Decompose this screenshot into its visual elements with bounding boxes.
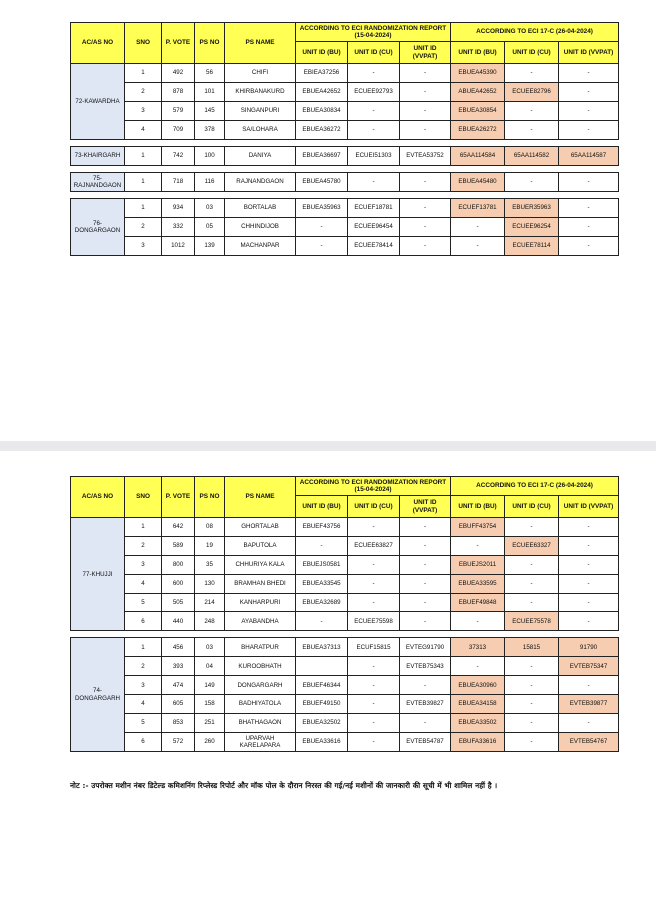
- cu2-cell: ECUEE82796: [505, 83, 559, 102]
- bu2-cell: EBUEA34158: [451, 695, 505, 714]
- cu-cell: -: [348, 676, 400, 695]
- psname-cell: UPARVAH KARELAPARA: [225, 732, 296, 751]
- col-cu2-header: UNIT ID (CU): [505, 496, 559, 518]
- psno-cell: 56: [195, 64, 225, 83]
- psno-cell: 214: [195, 593, 225, 612]
- bu-cell: EBUEA36697: [296, 147, 348, 166]
- vvpat-cell: -: [400, 218, 451, 237]
- bu2-cell: -: [451, 218, 505, 237]
- bu-cell: -: [296, 237, 348, 256]
- psname-cell: BHARATPUR: [225, 638, 296, 657]
- pvote-cell: 332: [162, 218, 195, 237]
- table-row: [71, 147, 619, 166]
- psname-cell: RAJNANDGAON: [225, 173, 296, 192]
- bu-cell: EBUEA30834: [296, 102, 348, 121]
- bu-cell: EBUEF43756: [296, 518, 348, 537]
- vvpat2-cell: -: [559, 676, 619, 695]
- sno-cell: 4: [125, 574, 162, 593]
- cu-cell: ECUEE92793: [348, 83, 400, 102]
- randomization-group-header: ACCORDING TO ECI RANDOMIZATION REPORT (15-04-2024): [296, 477, 451, 496]
- psname-cell: SA/LOHARA: [225, 121, 296, 140]
- vvpat2-cell: -: [559, 173, 619, 192]
- bu-cell: EBUEA32502: [296, 713, 348, 732]
- psno-cell: 378: [195, 121, 225, 140]
- col-psname-header: PS NAME: [225, 477, 296, 518]
- group-spacer-cell: [71, 166, 619, 173]
- pvote-cell: 934: [162, 199, 195, 218]
- table-row: [71, 218, 619, 237]
- cu2-cell: ECUEE96254: [505, 218, 559, 237]
- sno-cell: 3: [125, 102, 162, 121]
- ac-cell: 75-RAJNANDGAON: [71, 173, 125, 192]
- vvpat-cell: -: [400, 713, 451, 732]
- bu-cell: EBUEF49150: [296, 695, 348, 714]
- sno-cell: 3: [125, 676, 162, 695]
- vvpat2-cell: -: [559, 555, 619, 574]
- psname-cell: DONGARGARH: [225, 676, 296, 695]
- pvote-cell: 589: [162, 536, 195, 555]
- col-pvote-header: P. VOTE: [162, 477, 195, 518]
- bu2-cell: ECUEF13781: [451, 199, 505, 218]
- cu2-cell: -: [505, 518, 559, 537]
- vvpat2-cell: -: [559, 713, 619, 732]
- col-bu-header: UNIT ID (BU): [296, 496, 348, 518]
- vvpat-cell: -: [400, 593, 451, 612]
- col-ac-header: AC/AS NO: [71, 23, 125, 64]
- table-row: [71, 518, 619, 537]
- bu2-cell: 37313: [451, 638, 505, 657]
- psname-cell: GHORTALAB: [225, 518, 296, 537]
- psno-cell: 251: [195, 713, 225, 732]
- bu-cell: [296, 657, 348, 676]
- sno-cell: 1: [125, 638, 162, 657]
- vvpat-cell: -: [400, 173, 451, 192]
- cu-cell: ECUEF18781: [348, 199, 400, 218]
- psno-cell: 08: [195, 518, 225, 537]
- cu-cell: ECUEE96454: [348, 218, 400, 237]
- table-row: [71, 199, 619, 218]
- vvpat2-cell: -: [559, 237, 619, 256]
- document-page-1: [0, 0, 656, 441]
- vvpat2-cell: 91790: [559, 638, 619, 657]
- table-body: [71, 518, 619, 752]
- pvote-cell: 505: [162, 593, 195, 612]
- vvpat-cell: -: [400, 64, 451, 83]
- vvpat2-cell: 65AA114587: [559, 147, 619, 166]
- psno-cell: 19: [195, 536, 225, 555]
- col-cu2-header: UNIT ID (CU): [505, 42, 559, 64]
- bu2-cell: EBUEA33502: [451, 713, 505, 732]
- cu2-cell: -: [505, 555, 559, 574]
- table-row: [71, 638, 619, 657]
- pvote-cell: 718: [162, 173, 195, 192]
- psname-cell: CHIFI: [225, 64, 296, 83]
- vvpat2-cell: -: [559, 83, 619, 102]
- table-row: [71, 64, 619, 83]
- bu2-cell: EBUFF43754: [451, 518, 505, 537]
- sno-cell: 2: [125, 657, 162, 676]
- ac-cell: 72-KAWARDHA: [71, 64, 125, 140]
- cu2-cell: -: [505, 574, 559, 593]
- ac-cell: 73-KHAIRGARH: [71, 147, 125, 166]
- vvpat2-cell: EVTEB54767: [559, 732, 619, 751]
- eci-table-page-1: [70, 22, 619, 256]
- pvote-cell: 492: [162, 64, 195, 83]
- bu2-cell: -: [451, 612, 505, 631]
- pvote-cell: 605: [162, 695, 195, 714]
- cu-cell: -: [348, 574, 400, 593]
- psname-cell: SINGANPURI: [225, 102, 296, 121]
- psno-cell: 05: [195, 218, 225, 237]
- psno-cell: 158: [195, 695, 225, 714]
- psname-cell: BORTALAB: [225, 199, 296, 218]
- vvpat2-cell: -: [559, 612, 619, 631]
- col-psno-header: PS NO: [195, 477, 225, 518]
- col-bu2-header: UNIT ID (BU): [451, 496, 505, 518]
- pvote-cell: 474: [162, 676, 195, 695]
- psname-cell: KANHARPURI: [225, 593, 296, 612]
- vvpat2-cell: -: [559, 536, 619, 555]
- table-row: [71, 695, 619, 714]
- group-spacer: [71, 192, 619, 199]
- pvote-cell: 572: [162, 732, 195, 751]
- table-row: [71, 536, 619, 555]
- cu-cell: -: [348, 121, 400, 140]
- psname-cell: KUROOBHATH: [225, 657, 296, 676]
- sno-cell: 2: [125, 83, 162, 102]
- bu-cell: EBUEA33616: [296, 732, 348, 751]
- cu2-cell: ECUEE78114: [505, 237, 559, 256]
- bu2-cell: EBUFA33616: [451, 732, 505, 751]
- cu2-cell: -: [505, 732, 559, 751]
- cu-cell: -: [348, 173, 400, 192]
- pvote-cell: 1012: [162, 237, 195, 256]
- cu2-cell: EBUER35963: [505, 199, 559, 218]
- sno-cell: 4: [125, 695, 162, 714]
- pvote-cell: 579: [162, 102, 195, 121]
- vvpat2-cell: -: [559, 64, 619, 83]
- bu2-cell: EBUEF49848: [451, 593, 505, 612]
- psname-cell: BAPUTOLA: [225, 536, 296, 555]
- table-row: [71, 102, 619, 121]
- footnote: नोट :- उपरोक्त मशीन नंबर डिटेल्ड कमिशनिंग रिप्लेस्ड रिपोर्ट और मॉक पोल के दौरान निरस्त की गई/नई मशीनों की जानकारी की सूची में भी शामिल नहीं है ।: [70, 781, 498, 790]
- bu2-cell: EBUEA26272: [451, 121, 505, 140]
- table-row: [71, 593, 619, 612]
- col-psname-header: PS NAME: [225, 23, 296, 64]
- cu-cell: ECUEE78414: [348, 237, 400, 256]
- psname-cell: BHATHAGAON: [225, 713, 296, 732]
- form17c-group-header: ACCORDING TO ECI 17-C (26-04-2024): [451, 23, 619, 42]
- sno-cell: 1: [125, 199, 162, 218]
- col-sno-header: SNO: [125, 23, 162, 64]
- psname-cell: KHIRBANAKURD: [225, 83, 296, 102]
- bu-cell: EBUEA36272: [296, 121, 348, 140]
- bu2-cell: 65AA114584: [451, 147, 505, 166]
- group-spacer: [71, 140, 619, 147]
- group-spacer-cell: [71, 631, 619, 638]
- pvote-cell: 742: [162, 147, 195, 166]
- vvpat-cell: -: [400, 518, 451, 537]
- pvote-cell: 456: [162, 638, 195, 657]
- table-row: [71, 657, 619, 676]
- cu-cell: -: [348, 713, 400, 732]
- group-spacer-cell: [71, 140, 619, 147]
- table-row: [71, 555, 619, 574]
- cu-cell: -: [348, 102, 400, 121]
- cu2-cell: -: [505, 173, 559, 192]
- cu-cell: ECUF15815: [348, 638, 400, 657]
- psno-cell: 04: [195, 657, 225, 676]
- cu2-cell: -: [505, 676, 559, 695]
- bu2-cell: -: [451, 237, 505, 256]
- sno-cell: 1: [125, 173, 162, 192]
- ac-cell: 74-DONGARGARH: [71, 638, 125, 751]
- sno-cell: 2: [125, 218, 162, 237]
- psname-cell: BADHIYATOLA: [225, 695, 296, 714]
- psno-cell: 03: [195, 199, 225, 218]
- col-vvpat2-header: UNIT ID (VVPAT): [559, 496, 619, 518]
- psno-cell: 260: [195, 732, 225, 751]
- bu-cell: EBUEA37313: [296, 638, 348, 657]
- vvpat-cell: -: [400, 555, 451, 574]
- table-row: [71, 713, 619, 732]
- bu2-cell: EBUEA30960: [451, 676, 505, 695]
- cu2-cell: -: [505, 695, 559, 714]
- col-vvpat-header: UNIT ID (VVPAT): [400, 42, 451, 64]
- bu2-cell: EBUEA30854: [451, 102, 505, 121]
- eci-table-page-2: [70, 476, 619, 752]
- sno-cell: 1: [125, 518, 162, 537]
- bu-cell: EBUEA42652: [296, 83, 348, 102]
- psname-cell: AYABANDHA: [225, 612, 296, 631]
- cu2-cell: ECUEE63327: [505, 536, 559, 555]
- bu-cell: EBUEA32689: [296, 593, 348, 612]
- pvote-cell: 878: [162, 83, 195, 102]
- pvote-cell: 600: [162, 574, 195, 593]
- group-spacer: [71, 631, 619, 638]
- cu2-cell: ECUEE75578: [505, 612, 559, 631]
- table-row: [71, 574, 619, 593]
- psname-cell: CHHINDIJOB: [225, 218, 296, 237]
- cu2-cell: -: [505, 102, 559, 121]
- table-row: [71, 676, 619, 695]
- table-row: [71, 612, 619, 631]
- col-ac-header: AC/AS NO: [71, 477, 125, 518]
- bu-cell: EBUEJS0581: [296, 555, 348, 574]
- psno-cell: 149: [195, 676, 225, 695]
- ac-cell: 76-DONGARGAON: [71, 199, 125, 256]
- psname-cell: BRAMHAN BHEDI: [225, 574, 296, 593]
- sno-cell: 3: [125, 237, 162, 256]
- table-row: [71, 173, 619, 192]
- vvpat2-cell: -: [559, 218, 619, 237]
- vvpat2-cell: -: [559, 574, 619, 593]
- cu2-cell: 65AA114582: [505, 147, 559, 166]
- cu-cell: -: [348, 657, 400, 676]
- bu-cell: -: [296, 536, 348, 555]
- pvote-cell: 709: [162, 121, 195, 140]
- psno-cell: 101: [195, 83, 225, 102]
- cu2-cell: 15815: [505, 638, 559, 657]
- cu-cell: -: [348, 555, 400, 574]
- cu2-cell: -: [505, 593, 559, 612]
- pvote-cell: 393: [162, 657, 195, 676]
- vvpat2-cell: -: [559, 199, 619, 218]
- bu-cell: EBUEF46344: [296, 676, 348, 695]
- psno-cell: 116: [195, 173, 225, 192]
- bu2-cell: -: [451, 657, 505, 676]
- sno-cell: 4: [125, 121, 162, 140]
- psno-cell: 03: [195, 638, 225, 657]
- vvpat-cell: -: [400, 536, 451, 555]
- table-header: [71, 23, 619, 64]
- vvpat-cell: -: [400, 237, 451, 256]
- table-row: [71, 83, 619, 102]
- document-page-2: [0, 451, 656, 900]
- psname-cell: MACHANPAR: [225, 237, 296, 256]
- psno-cell: 139: [195, 237, 225, 256]
- vvpat-cell: -: [400, 199, 451, 218]
- table-row: [71, 237, 619, 256]
- bu-cell: EBIEA37256: [296, 64, 348, 83]
- vvpat2-cell: -: [559, 121, 619, 140]
- cu-cell: -: [348, 64, 400, 83]
- bu2-cell: ABUEA42652: [451, 83, 505, 102]
- sno-cell: 5: [125, 713, 162, 732]
- bu-cell: EBUEA45780: [296, 173, 348, 192]
- psno-cell: 35: [195, 555, 225, 574]
- pvote-cell: 853: [162, 713, 195, 732]
- col-pvote-header: P. VOTE: [162, 23, 195, 64]
- col-psno-header: PS NO: [195, 23, 225, 64]
- psname-cell: DANIYA: [225, 147, 296, 166]
- cu2-cell: -: [505, 64, 559, 83]
- bu2-cell: EBUEA33595: [451, 574, 505, 593]
- sno-cell: 3: [125, 555, 162, 574]
- vvpat-cell: EVTEG91790: [400, 638, 451, 657]
- vvpat-cell: -: [400, 574, 451, 593]
- group-spacer: [71, 166, 619, 173]
- psno-cell: 145: [195, 102, 225, 121]
- psno-cell: 130: [195, 574, 225, 593]
- table-header: [71, 477, 619, 518]
- pvote-cell: 800: [162, 555, 195, 574]
- ac-cell: 77-KHUJJI: [71, 518, 125, 631]
- bu-cell: EBUEA35963: [296, 199, 348, 218]
- cu-cell: -: [348, 518, 400, 537]
- vvpat-cell: EVTEB54787: [400, 732, 451, 751]
- sno-cell: 6: [125, 612, 162, 631]
- cu2-cell: -: [505, 657, 559, 676]
- bu-cell: -: [296, 218, 348, 237]
- vvpat-cell: EVTEA53752: [400, 147, 451, 166]
- table-body: [71, 64, 619, 256]
- table-row: [71, 121, 619, 140]
- cu-cell: ECUEE63827: [348, 536, 400, 555]
- cu-cell: -: [348, 732, 400, 751]
- sno-cell: 1: [125, 64, 162, 83]
- vvpat2-cell: -: [559, 102, 619, 121]
- cu-cell: -: [348, 695, 400, 714]
- cu-cell: -: [348, 593, 400, 612]
- vvpat-cell: -: [400, 102, 451, 121]
- vvpat-cell: EVTEB75343: [400, 657, 451, 676]
- psno-cell: 248: [195, 612, 225, 631]
- bu2-cell: EBUEA45390: [451, 64, 505, 83]
- cu-cell: ECUEI51303: [348, 147, 400, 166]
- psname-cell: CHHURIYA KALA: [225, 555, 296, 574]
- col-cu-header: UNIT ID (CU): [348, 496, 400, 518]
- table-row: [71, 732, 619, 751]
- col-bu2-header: UNIT ID (BU): [451, 42, 505, 64]
- col-cu-header: UNIT ID (CU): [348, 42, 400, 64]
- vvpat2-cell: -: [559, 518, 619, 537]
- bu2-cell: EBUEJS2011: [451, 555, 505, 574]
- vvpat2-cell: EVTEB39877: [559, 695, 619, 714]
- vvpat2-cell: EVTEB75347: [559, 657, 619, 676]
- sno-cell: 6: [125, 732, 162, 751]
- vvpat-cell: -: [400, 83, 451, 102]
- bu-cell: EBUEA33545: [296, 574, 348, 593]
- psno-cell: 100: [195, 147, 225, 166]
- randomization-group-header: ACCORDING TO ECI RANDOMIZATION REPORT (15-04-2024): [296, 23, 451, 42]
- vvpat2-cell: -: [559, 593, 619, 612]
- bu-cell: -: [296, 612, 348, 631]
- col-vvpat-header: UNIT ID (VVPAT): [400, 496, 451, 518]
- pvote-cell: 440: [162, 612, 195, 631]
- cu2-cell: -: [505, 713, 559, 732]
- sno-cell: 1: [125, 147, 162, 166]
- vvpat-cell: -: [400, 612, 451, 631]
- sno-cell: 2: [125, 536, 162, 555]
- vvpat-cell: -: [400, 121, 451, 140]
- sno-cell: 5: [125, 593, 162, 612]
- col-vvpat2-header: UNIT ID (VVPAT): [559, 42, 619, 64]
- bu2-cell: EBUEA45480: [451, 173, 505, 192]
- pvote-cell: 642: [162, 518, 195, 537]
- col-sno-header: SNO: [125, 477, 162, 518]
- cu2-cell: -: [505, 121, 559, 140]
- group-spacer-cell: [71, 192, 619, 199]
- cu-cell: ECUEE75598: [348, 612, 400, 631]
- bu2-cell: -: [451, 536, 505, 555]
- col-bu-header: UNIT ID (BU): [296, 42, 348, 64]
- form17c-group-header: ACCORDING TO ECI 17-C (26-04-2024): [451, 477, 619, 496]
- vvpat-cell: -: [400, 676, 451, 695]
- vvpat-cell: EVTEB39827: [400, 695, 451, 714]
